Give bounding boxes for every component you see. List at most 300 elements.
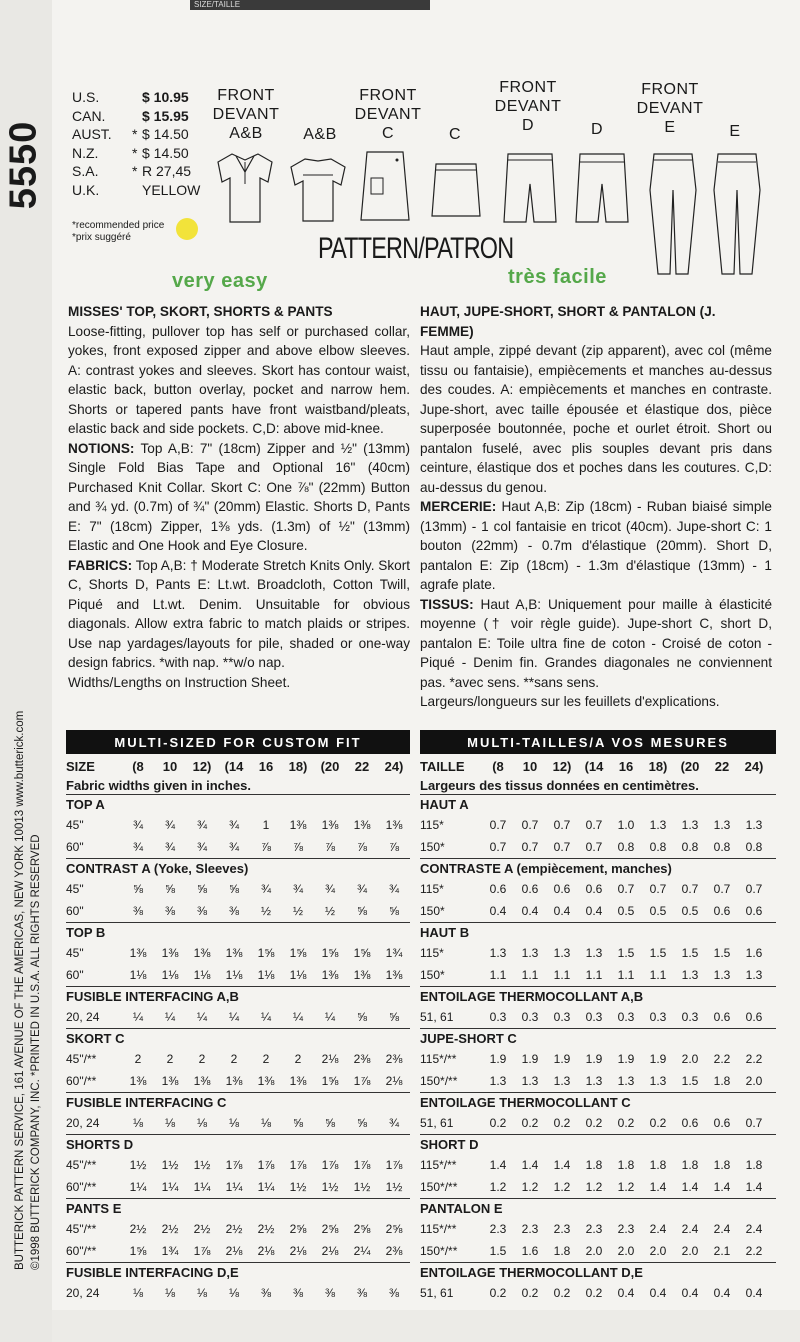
- yardage-cell: 2: [166, 1052, 174, 1066]
- yardage-cell: 1⅛: [289, 968, 307, 982]
- shorts-back-sketch: [572, 150, 632, 226]
- yardage-cell: ⅜: [228, 904, 239, 918]
- yardage-cell: 1.3: [521, 1074, 539, 1088]
- yardage-cell: ¾: [388, 882, 399, 896]
- yardage-cell: 2.2: [713, 1052, 731, 1066]
- yardage-cell: ⅝: [356, 1116, 367, 1130]
- notions-text: Top A,B: 7" (18cm) Zipper and ½" (13mm) Single Fold Bias Tape and Optional 16" (40cm) Purchased Knit Collar. Skort C: One ⅞" (22mm) Button and ¾ yd. (0.7m) of ¾" (20mm) Elastic. Shorts D, Pants E: 7" (18cm) Zipper, 1⅜ yds. (1.3m) of ½" (13mm) Elastic and One Hook and Eye Closure.: [68, 440, 411, 553]
- fabric-width: 60": [66, 840, 84, 854]
- fabric-width: 60"/**: [66, 1074, 97, 1088]
- price-value: $ 14.50: [142, 144, 189, 161]
- fabric-width: 115*/**: [420, 1052, 457, 1066]
- table-row: [420, 1176, 776, 1198]
- yardage-cell: 2.0: [585, 1244, 603, 1258]
- yardage-cell: ¼: [260, 1010, 271, 1024]
- size-header-row: [420, 756, 776, 776]
- yardage-cell: 1.5: [681, 1074, 699, 1088]
- yardage-cell: ½: [324, 904, 335, 918]
- fabric-width: 60": [66, 904, 84, 918]
- yardage-cell: ⅜: [292, 1286, 303, 1300]
- yardage-cell: 2⅝: [321, 1222, 339, 1236]
- fabric-width: 150*/**: [420, 1074, 458, 1088]
- fabric-width: 20, 24: [66, 1286, 100, 1300]
- yardage-cell: 1⅜: [193, 1074, 211, 1088]
- fabric-width: 115*/**: [420, 1158, 457, 1172]
- fabric-width: 60"/**: [66, 1244, 97, 1258]
- yardage-cell: 1.5: [649, 946, 667, 960]
- price-star: *: [132, 126, 138, 142]
- yardage-cell: 1.8: [681, 1158, 699, 1172]
- english-notions: [68, 439, 410, 556]
- yardage-cell: ⅛: [196, 1286, 207, 1300]
- price-row: [72, 162, 237, 181]
- table-row: [420, 1282, 776, 1304]
- price-row: [72, 144, 237, 163]
- yardage-cell: ⅛: [164, 1286, 175, 1300]
- skort-front-sketch: [357, 148, 413, 224]
- yardage-cell: 1⅜: [321, 818, 339, 832]
- price-star: *: [132, 144, 138, 161]
- notions-label: NOTIONS:: [68, 440, 135, 456]
- yardage-cell: ⅝: [164, 882, 175, 896]
- yardage-cell: ¼: [228, 1010, 239, 1024]
- yardage-cell: 1⅜: [161, 946, 179, 960]
- fabric-width: 115*: [420, 946, 444, 960]
- publisher-side-text: [14, 440, 54, 1270]
- yardage-cell: 1.3: [713, 968, 731, 982]
- english-description: [68, 302, 410, 692]
- price-country: U.K.: [72, 181, 100, 198]
- yardage-cell: 2.3: [489, 1222, 507, 1236]
- yardage-cell: 0.3: [649, 1010, 667, 1024]
- view-label-front-d: [488, 78, 568, 135]
- yardage-cell: 0.7: [585, 840, 603, 854]
- fabric-width: 150*/**: [420, 1244, 458, 1258]
- table-section-heading: FUSIBLE INTERFACING C: [66, 1092, 410, 1112]
- fabric-width: 45": [66, 946, 84, 960]
- yellow-dot-icon: [176, 218, 198, 240]
- yardage-cell: 0.3: [585, 1010, 603, 1024]
- yardage-cell: 1¼: [193, 1180, 211, 1194]
- top-back-sketch: [287, 155, 349, 225]
- view-label-back-e: E: [729, 123, 741, 140]
- table-row: [66, 1112, 410, 1134]
- yardage-cell: 1.5: [681, 946, 699, 960]
- table-row: [66, 1048, 410, 1070]
- size-value: (14: [584, 758, 604, 774]
- yardage-cell: 1⅜: [129, 946, 147, 960]
- size-value: (20: [680, 758, 700, 774]
- yardage-cell: ¾: [164, 818, 175, 832]
- yardage-cell: 1⅝: [289, 946, 307, 960]
- size-header-row: [66, 756, 410, 776]
- yardage-cell: ¾: [356, 882, 367, 896]
- yardage-cell: 0.3: [617, 1010, 635, 1024]
- yardage-cell: 1⅜: [225, 946, 243, 960]
- yardage-cell: ⅞: [292, 840, 303, 854]
- yardage-cell: 0.6: [713, 1010, 731, 1024]
- yardage-cell: 0.4: [745, 1286, 763, 1300]
- yardage-cell: 1.4: [681, 1180, 699, 1194]
- fabric-width: 150*/**: [420, 1180, 458, 1194]
- yardage-cell: 1.8: [585, 1158, 603, 1172]
- yardage-cell: 0.6: [745, 1010, 763, 1024]
- size-label: SIZE: [66, 758, 95, 774]
- yardage-cell: 0.4: [489, 904, 507, 918]
- table-row: [66, 836, 410, 858]
- size-value: (8: [492, 758, 504, 774]
- french-description: [420, 302, 772, 712]
- fabric-width: 150*: [420, 968, 445, 982]
- yardage-cell: 2⅛: [321, 1244, 339, 1258]
- yardage-cell: 0.8: [713, 840, 731, 854]
- yardage-cell: 1.3: [745, 818, 763, 832]
- yardage-cell: 1⅛: [129, 968, 147, 982]
- yardage-cell: 2.0: [617, 1244, 635, 1258]
- table-section-heading: CONTRASTE A (empiècement, manches): [420, 858, 776, 878]
- yardage-cell: 0.2: [649, 1116, 667, 1130]
- yardage-cell: 0.4: [617, 1286, 635, 1300]
- fabric-width: 115*: [420, 882, 444, 896]
- yardage-cell: 0.5: [617, 904, 635, 918]
- yardage-cell: 2.0: [681, 1244, 699, 1258]
- yardage-cell: 1⅞: [353, 1158, 371, 1172]
- pants-back-sketch: [710, 150, 764, 278]
- yardage-cell: 0.2: [553, 1116, 571, 1130]
- yardage-cell: ¼: [132, 1010, 143, 1024]
- yardage-cell: ⅛: [132, 1116, 143, 1130]
- fabric-width: 150*: [420, 904, 445, 918]
- yardage-cell: ¾: [132, 840, 143, 854]
- yardage-cell: 1.5: [489, 1244, 507, 1258]
- yardage-cell: ⅝: [324, 1116, 335, 1130]
- yardage-cell: 0.4: [585, 904, 603, 918]
- width-note: Largeurs des tissus données en centimètres.: [420, 777, 699, 793]
- yardage-cell: 1.8: [713, 1158, 731, 1172]
- table-row: [420, 900, 776, 922]
- yardage-cell: 0.6: [553, 882, 571, 896]
- size-label: TAILLE: [420, 758, 465, 774]
- yardage-cell: ⅛: [164, 1116, 175, 1130]
- yardage-cell: 0.4: [521, 904, 539, 918]
- yardage-cell: ¾: [228, 840, 239, 854]
- price-star: [132, 181, 142, 200]
- table-row: [420, 1154, 776, 1176]
- yardage-cell: ¾: [196, 840, 207, 854]
- table-row: [420, 836, 776, 858]
- yardage-cell: ¾: [228, 818, 239, 832]
- table-row: [66, 1218, 410, 1240]
- price-value: YELLOW: [142, 181, 201, 198]
- yardage-cell: 1⅞: [225, 1158, 243, 1172]
- size-value: 18): [288, 758, 308, 774]
- table-row: [66, 1070, 410, 1092]
- yardage-cell: ¾: [196, 818, 207, 832]
- yardage-cell: 1.3: [489, 1074, 507, 1088]
- yardage-cell: 1.1: [617, 968, 635, 982]
- size-value: 12): [552, 758, 572, 774]
- yardage-cell: ⅜: [260, 1286, 271, 1300]
- size-value: (14: [224, 758, 244, 774]
- size-value: 22: [354, 758, 370, 774]
- yardage-cell: ½: [292, 904, 303, 918]
- front-devant-label: FRONT DEVANT: [212, 87, 280, 123]
- recommended-price-fr: *prix suggéré: [72, 232, 131, 243]
- table-row: [420, 1070, 776, 1092]
- english-yardage-table: [66, 756, 410, 1304]
- yardage-cell: 2⅛: [289, 1244, 307, 1258]
- yardage-cell: 0.3: [681, 1010, 699, 1024]
- yardage-cell: 0.2: [585, 1116, 603, 1130]
- yardage-cell: 1⅞: [385, 1158, 403, 1172]
- table-row: [420, 1112, 776, 1134]
- yardage-cell: ⅝: [356, 904, 367, 918]
- yardage-cell: 0.7: [553, 818, 571, 832]
- yardage-cell: 1½: [321, 1180, 339, 1194]
- table-section-heading: SHORTS D: [66, 1134, 410, 1154]
- yardage-cell: 2½: [193, 1222, 211, 1236]
- yardage-cell: 1.1: [649, 968, 667, 982]
- table-row: [420, 942, 776, 964]
- shorts-front-sketch: [500, 150, 560, 226]
- yardage-cell: ½: [260, 904, 271, 918]
- view-label-front-ab: [206, 86, 286, 143]
- table-row: [420, 878, 776, 900]
- yardage-cell: 2.4: [745, 1222, 763, 1236]
- publisher-address: BUTTERICK PATTERN SERVICE, 161 AVENUE OF THE AMERICAS, NEW YORK 10013 www.butterick.com: [14, 710, 26, 1270]
- fabric-width: 20, 24: [66, 1116, 100, 1130]
- fabric-width: 45": [66, 882, 84, 896]
- yardage-cell: 0.2: [521, 1286, 539, 1300]
- yardage-cell: 1⅞: [289, 1158, 307, 1172]
- yardage-cell: ⅜: [196, 904, 207, 918]
- yardage-cell: 1.4: [553, 1158, 571, 1172]
- yardage-cell: 2⅛: [257, 1244, 275, 1258]
- table-row: [66, 942, 410, 964]
- size-value: 18): [648, 758, 668, 774]
- fabric-width: 45"/**: [66, 1158, 97, 1172]
- fabric-width: 51, 61: [420, 1286, 454, 1300]
- yardage-cell: 1.9: [521, 1052, 539, 1066]
- table-section-heading: PANTS E: [66, 1198, 410, 1218]
- english-table-banner: MULTI-SIZED FOR CUSTOM FIT: [66, 730, 410, 754]
- yardage-cell: ¾: [164, 840, 175, 854]
- fabrics-label: FABRICS:: [68, 557, 133, 573]
- yardage-cell: 1.6: [521, 1244, 539, 1258]
- yardage-cell: 1.3: [585, 1074, 603, 1088]
- yardage-cell: 1½: [161, 1158, 179, 1172]
- price-country: S.A.: [72, 163, 99, 179]
- yardage-cell: 2: [294, 1052, 302, 1066]
- yardage-cell: 0.6: [521, 882, 539, 896]
- yardage-cell: 1½: [385, 1180, 403, 1194]
- yardage-cell: 2: [198, 1052, 206, 1066]
- mercerie-text: Haut A,B: Zip (18cm) - Ruban biaisé simple (13mm) - 1 col fantaisie en tricot (40cm). Jupe-short C: 1 bouton (22mm) - 0.7m d'élastique (20mm). Short D, pantalon E: Zip (18cm) - 1.3m d'élastique (13mm) - 1 agrafe plate.: [420, 499, 772, 592]
- yardage-cell: ⅞: [388, 840, 399, 854]
- yardage-cell: ⅞: [324, 840, 335, 854]
- yardage-cell: 1.3: [521, 946, 539, 960]
- yardage-cell: 0.4: [681, 1286, 699, 1300]
- size-value: 12): [192, 758, 212, 774]
- size-value: 22: [714, 758, 730, 774]
- yardage-cell: 0.7: [489, 840, 507, 854]
- yardage-cell: 1.4: [713, 1180, 731, 1194]
- yardage-cell: ⅜: [388, 1286, 399, 1300]
- tissus-text: Haut A,B: Uniquement pour maille à élasticité moyenne († voir règle guide). Jupe-short C, short D, pantalon E: Toile ultra fine de coton - Croisé de coton - Piqué - Denim fin. Grandes diagonales ne conviennent pas. *avec sens. **sans sens.: [420, 596, 772, 690]
- yardage-cell: 2.2: [745, 1052, 763, 1066]
- view-e-front: E: [664, 119, 676, 136]
- yardage-cell: 2: [230, 1052, 238, 1066]
- yardage-cell: 1⅜: [385, 968, 403, 982]
- yardage-cell: 1⅛: [193, 968, 211, 982]
- copyright-line: ©1998 BUTTERICK COMPANY, INC. *PRINTED IN U.S.A. ALL RIGHTS RESERVED: [30, 834, 42, 1270]
- yardage-cell: 1.4: [489, 1158, 507, 1172]
- yardage-cell: 0.6: [489, 882, 507, 896]
- pattern-title: PATTERN/PATRON: [318, 232, 514, 265]
- yardage-cell: 0.2: [521, 1116, 539, 1130]
- yardage-cell: 0.8: [649, 840, 667, 854]
- yardage-cell: 1.2: [617, 1180, 635, 1194]
- yardage-cell: 1.9: [489, 1052, 507, 1066]
- yardage-cell: 1.9: [585, 1052, 603, 1066]
- size-value: 24): [384, 758, 404, 774]
- yardage-cell: ¾: [324, 882, 335, 896]
- yardage-cell: 1.2: [585, 1180, 603, 1194]
- price-country: N.Z.: [72, 144, 99, 161]
- yardage-cell: 1⅜: [161, 1074, 179, 1088]
- yardage-cell: 0.4: [649, 1286, 667, 1300]
- yardage-cell: 2.4: [649, 1222, 667, 1236]
- table-section-heading: PANTALON E: [420, 1198, 776, 1218]
- yardage-cell: 2: [134, 1052, 142, 1066]
- yardage-cell: ¼: [324, 1010, 335, 1024]
- yardage-cell: 0.7: [681, 882, 699, 896]
- yardage-cell: 1.5: [713, 946, 731, 960]
- yardage-cell: 0.3: [489, 1010, 507, 1024]
- fabric-width: 150*: [420, 840, 445, 854]
- table-section-heading: JUPE-SHORT C: [420, 1028, 776, 1048]
- yardage-cell: ⅞: [260, 840, 271, 854]
- table-row: [66, 878, 410, 900]
- yardage-cell: 2.0: [745, 1074, 763, 1088]
- yardage-cell: 1.3: [713, 818, 731, 832]
- yardage-cell: 0.7: [585, 818, 603, 832]
- french-desc-text: Haut ample, zippé devant (zip apparent), avec col (même tissu ou fantaisie), empiècements et manches au-dessus des coudes. A: empiècements et manches en contraste. Jupe-short, avec taille épousée et élastique dos, pièce superposée boutonnée, poche et ourlet étroit. Short ou pantalon fuselé, avec plis souples devant pris dans ceinture, élastique dos et poches dans les coutures. C,D: au-dessus du genou.: [420, 343, 772, 495]
- size-value: (8: [132, 758, 144, 774]
- english-title: MISSES' TOP, SKORT, SHORTS & PANTS: [68, 304, 333, 319]
- price-value: $ 15.95: [142, 107, 189, 124]
- yardage-cell: 0.6: [713, 904, 731, 918]
- yardage-cell: ¾: [132, 818, 143, 832]
- yardage-cell: 1⅜: [193, 946, 211, 960]
- tres-facile-label: très facile: [508, 266, 607, 288]
- yardage-cell: ¾: [388, 1116, 399, 1130]
- price-country: U.S.: [72, 89, 100, 105]
- yardage-cell: 0.5: [649, 904, 667, 918]
- price-row: [72, 181, 237, 200]
- yardage-cell: 0.7: [745, 882, 763, 896]
- table-row: [420, 1048, 776, 1070]
- price-star: [132, 88, 142, 107]
- yardage-cell: ¾: [260, 882, 271, 896]
- table-section-heading: TOP B: [66, 922, 410, 942]
- yardage-cell: 1⅝: [129, 1244, 147, 1258]
- yardage-cell: 1⅛: [161, 968, 179, 982]
- yardage-cell: 2: [262, 1052, 270, 1066]
- yardage-cell: 1.1: [553, 968, 571, 982]
- yardage-cell: 1.8: [745, 1158, 763, 1172]
- yardage-cell: ⅝: [356, 1010, 367, 1024]
- yardage-cell: 1⅜: [225, 1074, 243, 1088]
- yardage-cell: 1.2: [489, 1180, 507, 1194]
- yardage-cell: 1.3: [745, 968, 763, 982]
- yardage-cell: 1½: [193, 1158, 211, 1172]
- yardage-cell: 0.7: [521, 840, 539, 854]
- yardage-cell: ⅝: [292, 1116, 303, 1130]
- yardage-cell: 2⅛: [225, 1244, 243, 1258]
- yardage-cell: 1⅜: [289, 818, 307, 832]
- yardage-cell: ¼: [196, 1010, 207, 1024]
- yardage-cell: 0.2: [553, 1286, 571, 1300]
- yardage-cell: ⅛: [260, 1116, 271, 1130]
- yardage-cell: 0.6: [713, 1116, 731, 1130]
- yardage-cell: ⅞: [356, 840, 367, 854]
- yardage-cell: 1.3: [617, 1074, 635, 1088]
- yardage-cell: 0.6: [585, 882, 603, 896]
- view-d-front: D: [521, 117, 535, 134]
- yardage-cell: 2⅜: [353, 1052, 371, 1066]
- view-ab-front: A&B: [229, 125, 263, 142]
- yardage-cell: 1.3: [489, 946, 507, 960]
- yardage-cell: 1⅜: [385, 818, 403, 832]
- yardage-cell: 2⅜: [385, 1052, 403, 1066]
- front-devant-label-e: FRONT DEVANT: [636, 81, 704, 117]
- yardage-cell: 1.3: [585, 946, 603, 960]
- table-row: [66, 1006, 410, 1028]
- table-row: [420, 1240, 776, 1262]
- yardage-cell: 2.0: [681, 1052, 699, 1066]
- front-devant-label-d: FRONT DEVANT: [494, 79, 562, 115]
- yardage-cell: 2⅛: [385, 1074, 403, 1088]
- yardage-cell: 1⅞: [257, 1158, 275, 1172]
- yardage-cell: 0.4: [553, 904, 571, 918]
- french-yardage-table: [420, 756, 776, 1304]
- yardage-cell: 1: [262, 818, 270, 832]
- table-row: [420, 964, 776, 986]
- yardage-cell: 2⅜: [385, 1244, 403, 1258]
- fabric-width: 20, 24: [66, 1010, 100, 1024]
- yardage-cell: 1.6: [745, 946, 763, 960]
- yardage-cell: ⅜: [324, 1286, 335, 1300]
- view-label-back-d: D: [590, 121, 604, 138]
- yardage-cell: ⅝: [388, 904, 399, 918]
- yardage-cell: 0.8: [745, 840, 763, 854]
- yardage-cell: ⅜: [356, 1286, 367, 1300]
- table-row: [66, 1282, 410, 1304]
- fabric-width: 45"/**: [66, 1222, 97, 1236]
- yardage-cell: 1⅞: [193, 1244, 211, 1258]
- yardage-cell: 2.3: [617, 1222, 635, 1236]
- yardage-cell: 1.1: [489, 968, 507, 982]
- yardage-cell: ⅛: [196, 1116, 207, 1130]
- yardage-cell: ⅝: [196, 882, 207, 896]
- yardage-cell: ⅛: [132, 1286, 143, 1300]
- view-label-back-ab: A&B: [303, 126, 337, 143]
- yardage-cell: ⅛: [228, 1286, 239, 1300]
- fabric-width: 51, 61: [420, 1116, 454, 1130]
- yardage-cell: ¼: [164, 1010, 175, 1024]
- table-row: [420, 814, 776, 836]
